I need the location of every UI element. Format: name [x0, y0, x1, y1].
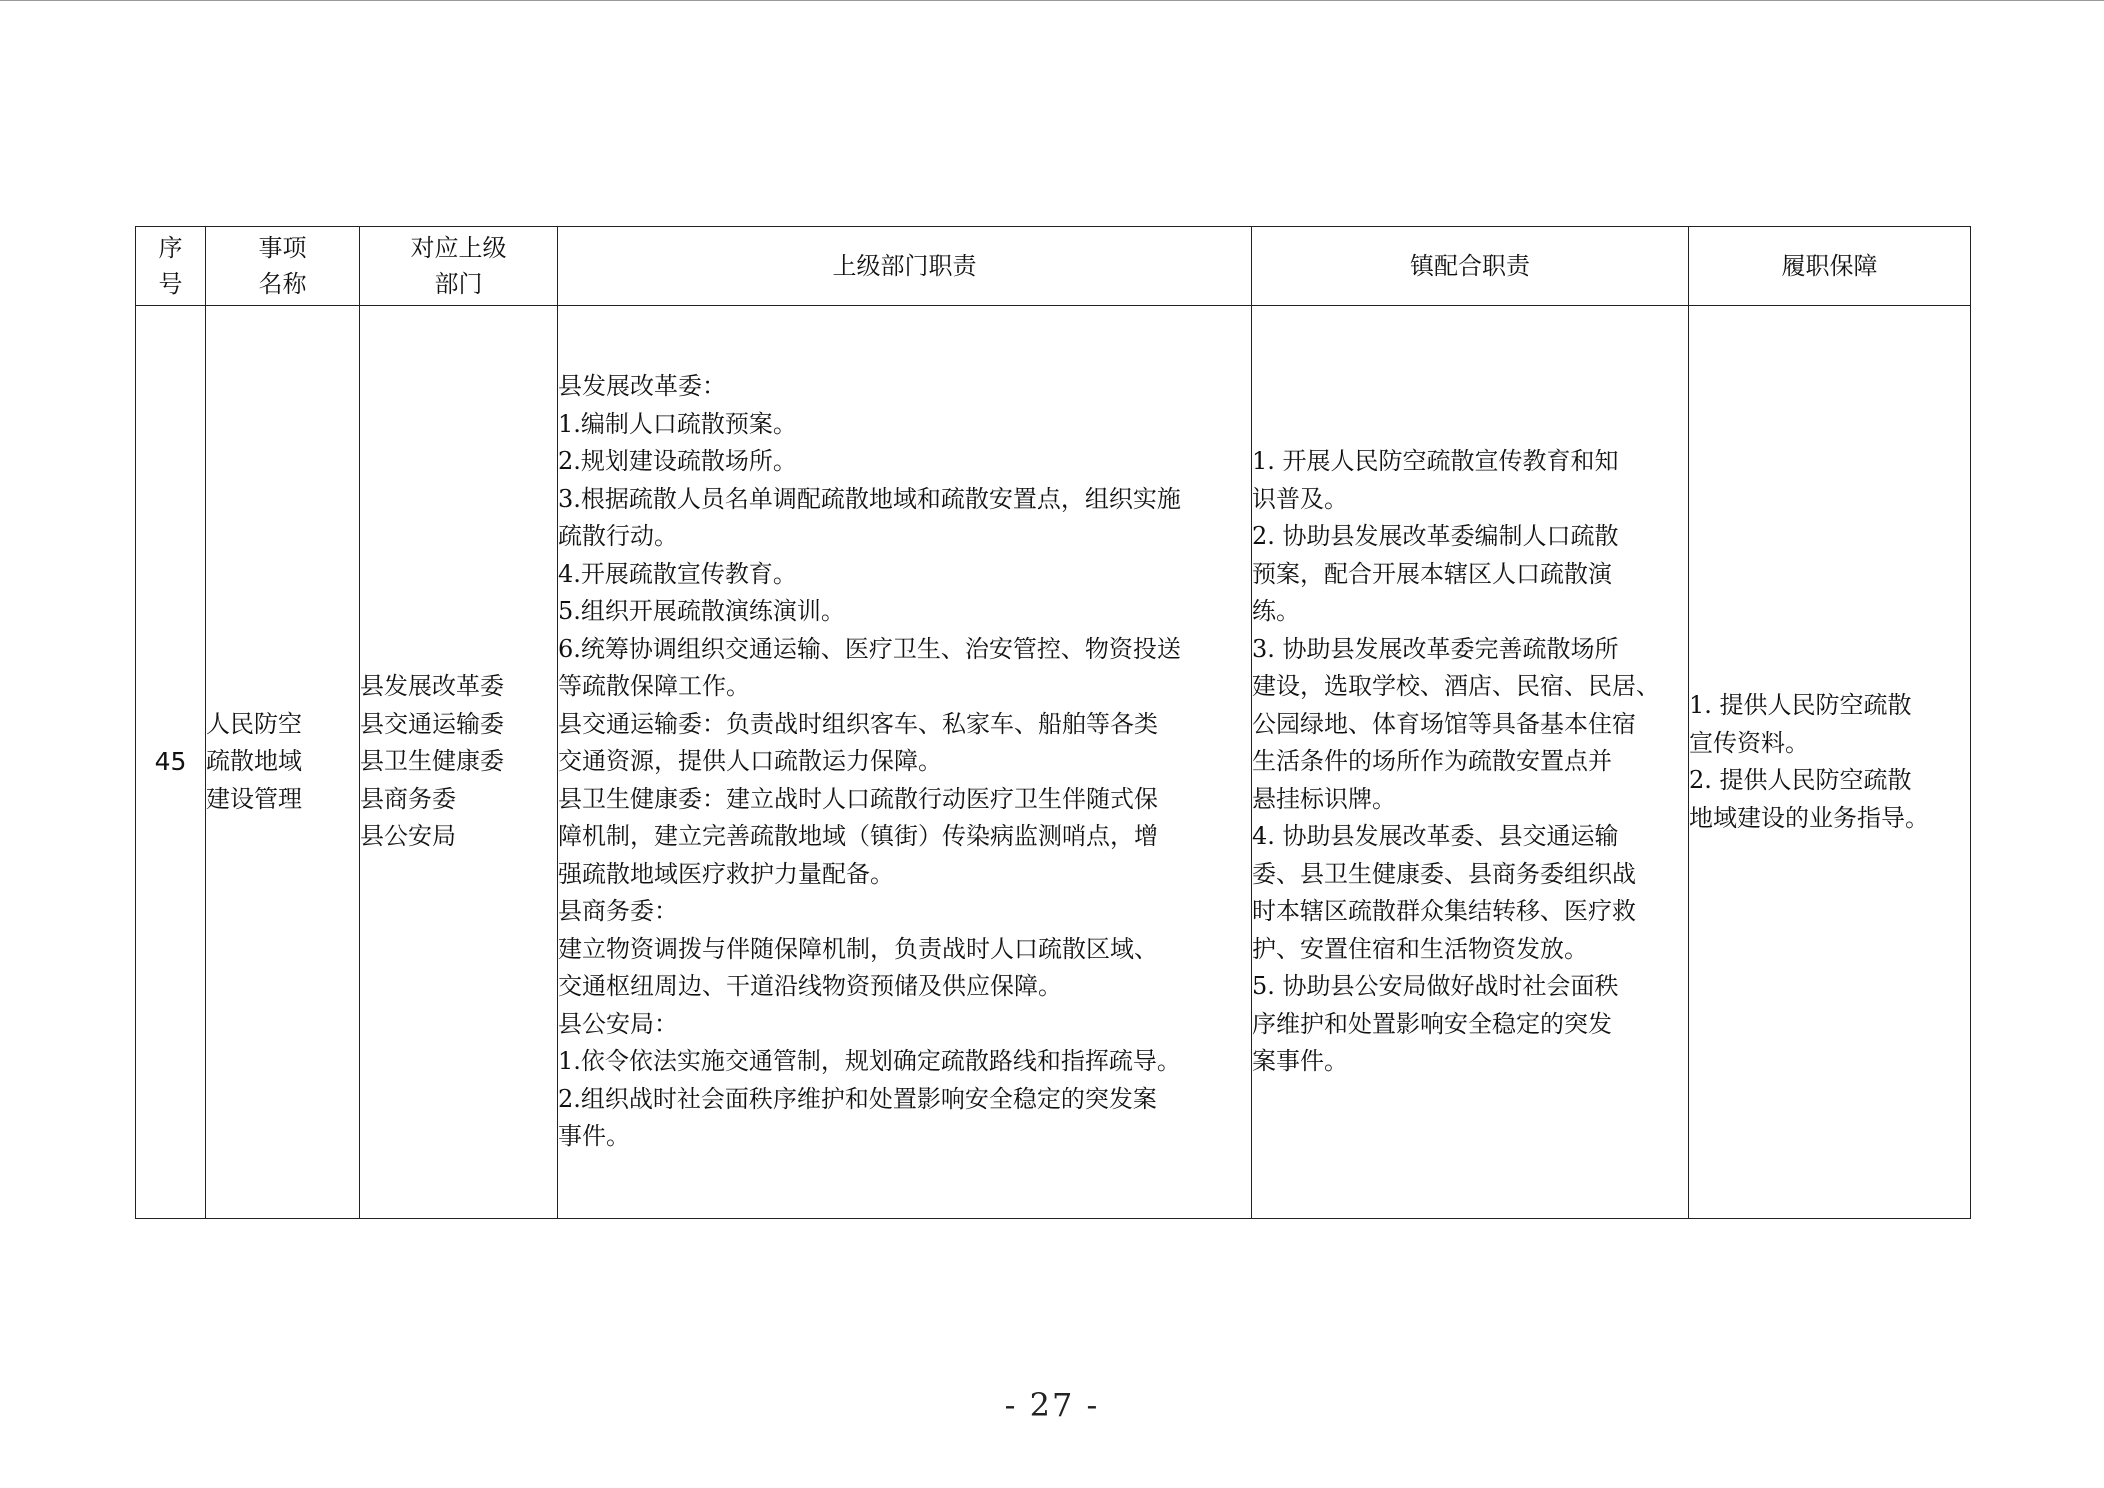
table-row [136, 306, 1971, 1219]
header-town-duties: 镇配合职责 [1252, 227, 1689, 306]
page-number: - 27 - [1004, 1386, 1100, 1424]
header-upper-department: 对应上级 部门 [360, 227, 558, 306]
departments-cell: 县发展改革委 县交通运输委 县卫生健康委 县商务委 县公安局 [360, 306, 558, 1219]
header-row [136, 227, 1971, 306]
top-border-line [0, 0, 2104, 1]
upper-duties-cell: 县发展改革委： 1.编制人口疏散预案。 2.规划建设疏散场所。 3.根据疏散人员名单调配疏散地域和疏散安置点，组织实施 疏散行动。 4.开展疏散宣传教育。 5.组织开展疏散演练演训。 6.统筹协调组织交通运输、医疗卫生、治安管控、物资投送 等疏散保障工作。 县交通运输委：负责战时组织客车、私家车、船舶等各类 交通资源，提供人口疏散运力保障。 县卫生健康委：建立战时人口疏散行动医疗卫生伴随式保 障机制，建立完善疏散地域（镇街）传染病监测哨点，增 强疏散地域医疗救护力量配备。 县商务委： 建立物资调拨与伴随保障机制，负责战时人口疏散区域、 交通枢纽周边、干道沿线物资预储及供应保障。 县公安局： 1.依令依法实施交通管制，规划确定疏散路线和指挥疏导。 2.组织战时社会面秩序维护和处置影响安全稳定的突发案 事件。 [558, 306, 1252, 1219]
item-name-cell: 人民防空 疏散地域 建设管理 [206, 306, 360, 1219]
header-item-name: 事项 名称 [206, 227, 360, 306]
header-guarantee: 履职保障 [1689, 227, 1971, 306]
header-number: 序 号 [136, 227, 206, 306]
duty-table [135, 226, 1971, 1219]
guarantee-cell: 1. 提供人民防空疏散 宣传资料。 2. 提供人民防空疏散 地域建设的业务指导。 [1689, 306, 1971, 1219]
row-number-cell: 45 [136, 306, 206, 1219]
town-duties-cell: 1. 开展人民防空疏散宣传教育和知 识普及。 2. 协助县发展改革委编制人口疏散 预案，配合开展本辖区人口疏散演 练。 3. 协助县发展改革委完善疏散场所 建设，选取学校、酒店、民宿、民居、 公园绿地、体育场馆等具备基本住宿 生活条件的场所作为疏散安置点并 悬挂标识牌。 4. 协助县发展改革委、县交通运输 委、县卫生健康委、县商务委组织战 时本辖区疏散群众集结转移、医疗救 护、安置住宿和生活物资发放。 5. 协助县公安局做好战时社会面秩 序维护和处置影响安全稳定的突发 案事件。 [1252, 306, 1689, 1219]
header-upper-duties: 上级部门职责 [558, 227, 1252, 306]
